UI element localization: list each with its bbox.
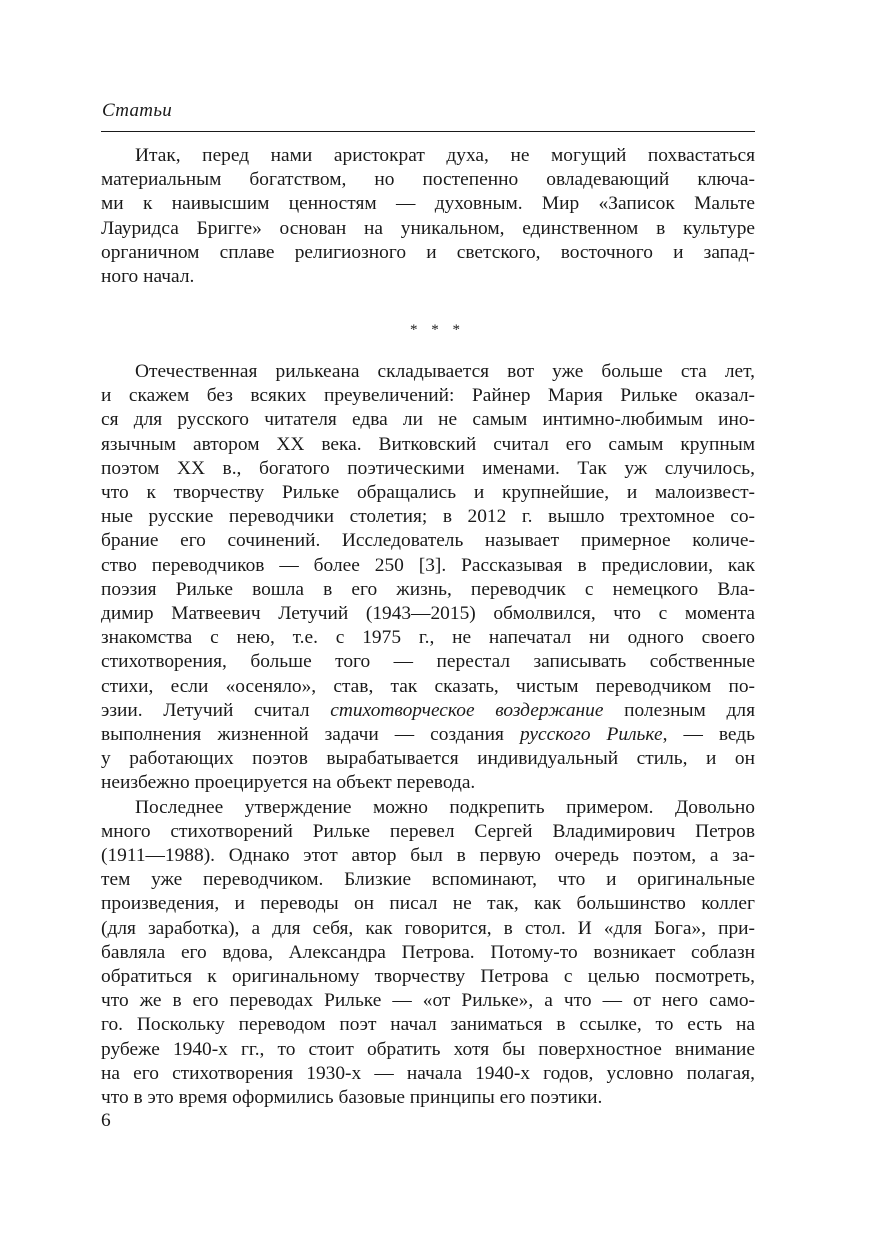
- text-line: ного начал.: [101, 266, 195, 288]
- text-line: брание его сочинений. Исследователь называет примерное количе-: [101, 530, 755, 552]
- paragraph-1: [101, 144, 755, 289]
- text-line: [101, 699, 755, 723]
- text-line: ство переводчиков — более 250 [3]. Рассказывая в предисловии, как: [101, 554, 755, 576]
- text-line: димир Матвеевич Летучий (1943—2015) обмолвился, что с момента: [101, 603, 755, 625]
- text-line: у работающих поэтов вырабатывается индивидуальный стиль, и он: [101, 748, 755, 770]
- text-line: поэзия Рильке вошла в его жизнь, переводчик с немецкого Вла-: [101, 578, 755, 600]
- text-run: полезным для: [603, 699, 755, 721]
- text-line: язычным автором ХХ века. Витковский считал его самым крупным: [101, 433, 755, 455]
- text-line: стихотворения, больше того — перестал записывать собственные: [101, 651, 755, 673]
- text-line: (для заработка), а для себя, как говорится, в стол. И «для Бога», при-: [101, 917, 755, 939]
- text-line: обратиться к оригинальному творчеству Петрова с целью посмотреть,: [101, 966, 755, 988]
- text-line: Отечественная рилькеана складывается вот уже больше ста лет,: [135, 361, 755, 382]
- text-line: [101, 723, 755, 747]
- text-line: Лауридса Бригге» основан на уникальном, единственном в культуре: [101, 217, 755, 239]
- text-run: выполнения жизненной задачи — создания: [101, 724, 520, 746]
- text-run: эзии. Летучий считал: [101, 699, 331, 721]
- header-rule: [101, 131, 755, 132]
- text-line: тем уже переводчиком. Близкие вспоминают, что и оригинальные: [101, 869, 755, 891]
- text-line: (1911—1988). Однако этот автор был в первую очередь поэтом, а за-: [101, 845, 755, 867]
- text-line: много стихотворений Рильке перевел Сергей Владимирович Петров: [101, 820, 755, 842]
- text-run: , — ведь: [662, 724, 755, 746]
- text-line: и скажем без всяких преувеличений: Райнер Мария Рильке оказал-: [101, 385, 755, 407]
- text-line: что же в его переводах Рильке — «от Рильке», а что — от него само-: [101, 990, 755, 1012]
- text-line: органичном сплаве религиозного и светского, восточного и запад-: [101, 241, 755, 263]
- paragraphs-2-3: [101, 360, 755, 1110]
- text-line: стихи, если «осеняло», став, так сказать, чистым переводчиком по-: [101, 675, 755, 697]
- text-line: ми к наивысшим ценностям — духовным. Мир «Записок Мальте: [101, 193, 755, 215]
- text-line: ные русские переводчики столетия; в 2012 г. вышло трехтомное со-: [101, 506, 755, 528]
- text-line: Итак, перед нами аристократ духа, не могущий похвастаться: [135, 145, 755, 166]
- text-line: что к творчеству Рильке обращались и крупнейшие, и малоизвест-: [101, 482, 755, 504]
- text-line: рубеже 1940-х гг., то стоит обратить хотя бы поверхностное внимание: [101, 1038, 755, 1060]
- running-head: Статьи: [102, 100, 173, 121]
- text-line: что в это время оформились базовые принципы его поэтики.: [101, 1087, 603, 1109]
- text-line: неизбежно проецируется на объект перевода.: [101, 772, 476, 794]
- text-line: бавляла его вдова, Александра Петрова. Потому-то возникает соблазн: [101, 941, 755, 963]
- text-line: произведения, и переводы он писал не так, как большинство коллег: [101, 893, 755, 915]
- section-separator: * * *: [410, 322, 465, 338]
- italic-phrase: стихотворческое воздержание: [330, 699, 604, 721]
- text-line: го. Поскольку переводом поэт начал заниматься в ссылке, то есть на: [101, 1014, 755, 1036]
- text-line: на его стихотворения 1930-х — начала 1940-х годов, условно полагая,: [101, 1062, 755, 1084]
- page-number: 6: [101, 1110, 111, 1131]
- italic-phrase: русского Рильке: [519, 724, 663, 746]
- text-line: поэтом XX в., богатого поэтическими именами. Так уж случилось,: [101, 457, 755, 479]
- text-line: знакомства с нею, т.е. с 1975 г., не напечатал ни одного своего: [101, 627, 755, 649]
- text-line: материальным богатством, но постепенно овладевающий ключа-: [101, 169, 755, 191]
- text-line: Последнее утверждение можно подкрепить примером. Довольно: [135, 796, 755, 818]
- text-line: ся для русского читателя едва ли не самым интимно-любимым ино-: [101, 409, 755, 431]
